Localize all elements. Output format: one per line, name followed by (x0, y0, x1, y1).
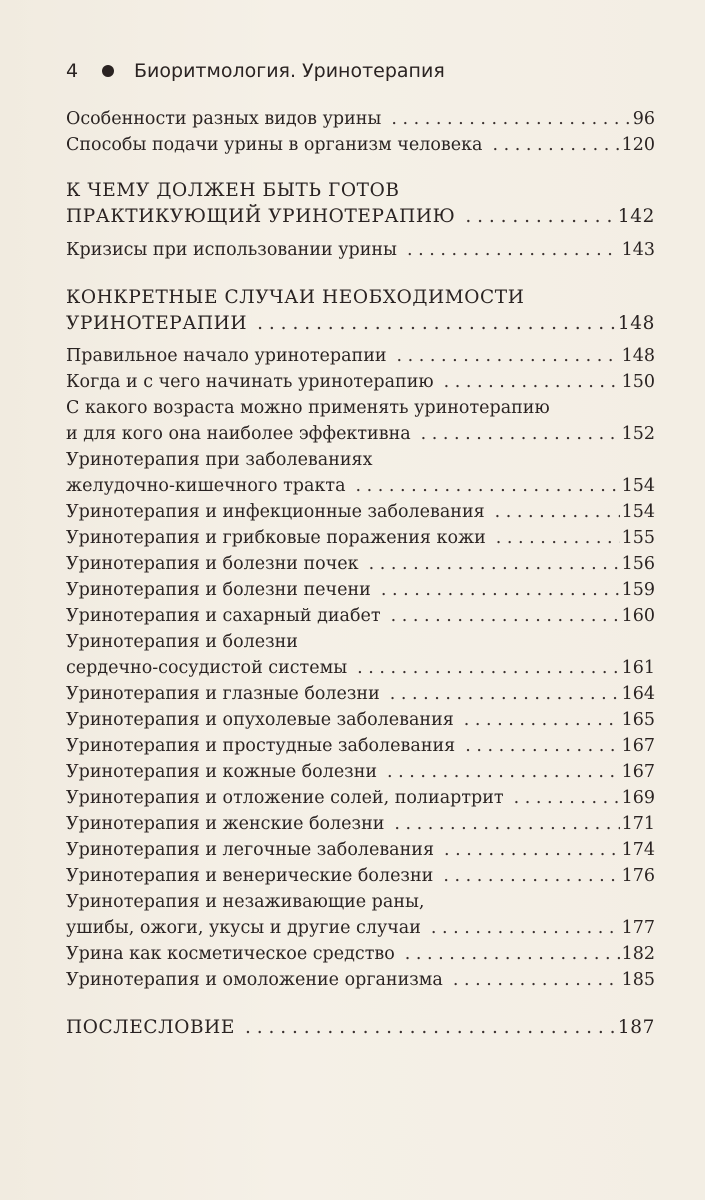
toc-entry-title-line: желудочно-кишечного тракта (66, 476, 346, 496)
toc-page-number: 150 (621, 372, 655, 392)
toc-page-number: 154 (621, 502, 655, 522)
toc-entry-title-line: Уринотерапия и сахарный диабет (66, 606, 381, 626)
page-number: 4 (66, 60, 79, 82)
toc-entry-title-line: УРИНОТЕРАПИИ (66, 313, 248, 334)
toc-entry-title-line: К ЧЕМУ ДОЛЖЕН БЫТЬ ГОТОВ (66, 180, 400, 201)
toc-page-number: 143 (621, 240, 655, 260)
toc-entry[interactable] (66, 237, 655, 263)
toc-entry[interactable] (66, 551, 655, 577)
dot-leader (514, 785, 620, 811)
toc-page-number: 148 (621, 346, 655, 366)
toc-entry-title-line: Уринотерапия и грибковые поражения кожи (66, 528, 486, 548)
toc-page-number: 120 (621, 135, 655, 155)
dot-leader (356, 473, 620, 499)
dot-leader (431, 915, 620, 941)
toc-page-number: 174 (621, 840, 655, 860)
toc-entry[interactable] (66, 106, 655, 132)
dot-leader (444, 837, 620, 863)
toc-entry[interactable] (66, 811, 655, 837)
dot-leader (390, 681, 620, 707)
toc-entry[interactable] (66, 941, 655, 967)
dot-leader (453, 967, 620, 993)
toc-page-number: 176 (621, 866, 655, 886)
dot-leader (495, 499, 620, 525)
toc-entry[interactable] (66, 577, 655, 603)
toc-entry-title-line: Уринотерапия и глазные болезни (66, 684, 380, 704)
toc-page-number: 171 (621, 814, 655, 834)
dot-leader (465, 204, 616, 230)
toc-entry-title-line: Уринотерапия и женские болезни (66, 814, 385, 834)
dot-leader (407, 237, 620, 263)
toc-page-number: 156 (621, 554, 655, 574)
toc-entry-title-line: Уринотерапия и венерические болезни (66, 866, 434, 886)
dot-leader (369, 551, 620, 577)
running-title: Биоритмология. Уринотерапия (134, 60, 445, 82)
toc-chapter[interactable] (66, 178, 655, 230)
toc-page-number: 164 (621, 684, 655, 704)
dot-leader (257, 311, 616, 337)
toc-entry[interactable] (66, 681, 655, 707)
dot-leader (443, 863, 619, 889)
toc-entry[interactable] (66, 369, 655, 395)
toc-entry-title-line: Уринотерапия и омоложение организма (66, 970, 443, 990)
toc-entry[interactable] (66, 889, 655, 941)
toc-entry-title-line: Уринотерапия и незаживающие раны, (66, 892, 425, 912)
toc-entry-title-line: Способы подачи урины в организм человека (66, 135, 483, 155)
dot-leader (444, 369, 620, 395)
toc-page-number: 165 (621, 710, 655, 730)
dot-leader (394, 811, 619, 837)
toc-entry-title-line: Уринотерапия и легочные заболевания (66, 840, 434, 860)
toc-entry-title-line: ПРАКТИКУЮЩИЙ УРИНОТЕРАПИЮ (66, 206, 456, 227)
toc-entry-title-line: Уринотерапия и опухолевые заболевания (66, 710, 454, 730)
toc-entry-title-line: Уринотерапия и болезни (66, 632, 298, 652)
toc-page-number: 142 (617, 206, 655, 227)
toc-entry[interactable] (66, 707, 655, 733)
toc-entry-title-line: ПОСЛЕСЛОВИЕ (66, 1017, 235, 1038)
toc-entry[interactable] (66, 132, 655, 158)
toc-entry-title-line: КОНКРЕТНЫЕ СЛУЧАИ НЕОБХОДИМОСТИ (66, 287, 525, 308)
dot-leader (391, 106, 630, 132)
toc-entry-title-line: Уринотерапия и болезни печени (66, 580, 371, 600)
toc-page-number: 160 (621, 606, 655, 626)
toc-entry-title-line: сердечно-сосудистой системы (66, 658, 348, 678)
toc-entry[interactable] (66, 447, 655, 499)
toc-page-number: 182 (621, 944, 655, 964)
dot-leader (397, 343, 620, 369)
toc-entry[interactable] (66, 343, 655, 369)
toc-page-number: 185 (621, 970, 655, 990)
toc-entry-title-line: Уринотерапия и простудные заболевания (66, 736, 456, 756)
dot-leader (381, 577, 620, 603)
toc-page-number: 169 (621, 788, 655, 808)
toc-entry-title-line: Уринотерапия и инфекционные заболевания (66, 502, 485, 522)
toc-entry-title-line: Уринотерапия и кожные болезни (66, 762, 378, 782)
toc-entry-title-line: Уринотерапия и болезни почек (66, 554, 359, 574)
toc-page-number: 152 (621, 424, 655, 444)
toc-chapter[interactable] (66, 1015, 655, 1041)
toc-entry-title-line: Когда и с чего начинать уринотерапию (66, 372, 434, 392)
toc-page-number: 167 (621, 736, 655, 756)
toc-entry-title-line: Правильное начало уринотерапии (66, 346, 387, 366)
toc-entry-title-line: Уринотерапия при заболеваниях (66, 450, 373, 470)
toc-entry[interactable] (66, 733, 655, 759)
toc-entry[interactable] (66, 395, 655, 447)
toc-entry[interactable] (66, 629, 655, 681)
dot-leader (464, 707, 620, 733)
toc-chapter[interactable] (66, 285, 655, 337)
toc-entry[interactable] (66, 525, 655, 551)
toc-entry-title-line: Уринотерапия и отложение солей, полиартрит (66, 788, 504, 808)
running-header (66, 60, 445, 82)
toc-page-number: 161 (621, 658, 655, 678)
toc-entry[interactable] (66, 759, 655, 785)
dot-leader (391, 603, 620, 629)
toc-entry[interactable] (66, 603, 655, 629)
toc-page-number: 96 (632, 109, 655, 129)
toc-page-number: 187 (617, 1017, 655, 1038)
bullet-icon (102, 65, 114, 77)
toc-entry-title-line: Урина как косметическое средство (66, 944, 395, 964)
dot-leader (357, 655, 619, 681)
toc-page-number: 177 (621, 918, 655, 938)
dot-leader (405, 941, 620, 967)
toc-entry[interactable] (66, 837, 655, 863)
toc-page-number: 167 (621, 762, 655, 782)
dot-leader (496, 525, 620, 551)
dot-leader (245, 1015, 616, 1041)
toc-entry[interactable] (66, 785, 655, 811)
toc-entry-title-line: Кризисы при использовании урины (66, 240, 397, 260)
dot-leader (492, 132, 619, 158)
dot-leader (387, 759, 620, 785)
toc-entry-title-line: ушибы, ожоги, укусы и другие случаи (66, 918, 421, 938)
dot-leader (465, 733, 619, 759)
toc-page-number: 148 (617, 313, 655, 334)
toc-entry[interactable] (66, 863, 655, 889)
toc-page-number: 155 (621, 528, 655, 548)
dot-leader (421, 421, 620, 447)
toc-entry-title-line: С какого возраста можно применять уринотерапию (66, 398, 550, 418)
toc-page-number: 159 (621, 580, 655, 600)
toc-entry-title-line: Особенности разных видов урины (66, 109, 382, 129)
toc-entry[interactable] (66, 499, 655, 525)
toc-page-number: 154 (621, 476, 655, 496)
table-of-contents (66, 106, 655, 1041)
toc-entry-title-line: и для кого она наиболее эффективна (66, 424, 411, 444)
toc-entry[interactable] (66, 967, 655, 993)
